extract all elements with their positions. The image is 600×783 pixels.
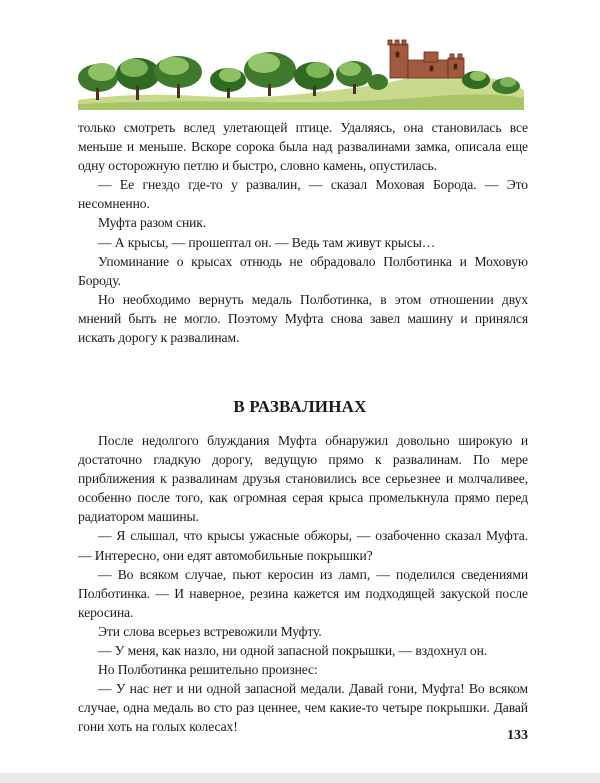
- paragraph: — У нас нет и ни одной запасной медали. Давай гони, Муфта! Во всяком случае, одна медаль во сто раз ценнее, чем какие-то четыре покрышки. Давай гони хоть на голых колесах!: [78, 681, 528, 735]
- paragraph: Но Полботинка решительно произнес:: [98, 662, 318, 678]
- paragraph: Упоминание о крысах отнюдь не обрадовало Полботинка и Моховую Бороду.: [78, 253, 528, 288]
- paragraph: — Ее гнездо где-то у развалин, — сказал Моховая Борода. — Это несомненно.: [78, 177, 528, 212]
- page-number: 133: [507, 728, 528, 743]
- paragraph: — А крысы, — прошептал он. — Ведь там живут крысы…: [98, 234, 436, 250]
- paragraph: только смотреть вслед улетающей птице. Удаляясь, она становилась все меньше и меньше. Вскоре сорока была над развалинами замка, описала еще одну осторожную петлю и быстро, словно камень, опустилась.: [78, 120, 528, 174]
- paragraph: — У меня, как назло, ни одной запасной покрышки, — вздохнул он.: [98, 643, 488, 659]
- page-bottom-edge: [0, 773, 600, 783]
- text-block-bottom: [78, 431, 528, 737]
- tree-cluster-left: [78, 56, 202, 100]
- paragraph: После недолгого блуждания Муфта обнаружил довольно широкую и достаточно гладкую дорогу, ведущую прямо к развалинам. По мере приближения к развалинам друзья становились все серьезнее и молчаливее, особенно после того, как огромная серая крыса промелькнула прямо перед радиатором машины.: [78, 433, 528, 525]
- chapter-title: В РАЗВАЛИНАХ: [233, 397, 367, 416]
- text-block-top: [78, 118, 528, 347]
- paragraph: Но необходимо вернуть медаль Полботинка, в этом отношении двух мнений быть не могло. Поэтому Муфта снова завел машину и принялся искать дорогу к развалинам.: [78, 291, 528, 346]
- castle-ruins: [388, 40, 464, 78]
- paragraph: — Я слышал, что крысы ужасные обжоры, — озабоченно сказал Муфта. — Интересно, они едят автомобильные покрышки?: [78, 528, 528, 563]
- paragraph: Муфта разом сник.: [98, 215, 207, 231]
- paragraph: Эти слова всерьез встревожили Муфту.: [98, 623, 322, 639]
- castle-landscape-illustration: [78, 30, 524, 110]
- paragraph: — Во всяком случае, пьют керосин из ламп, — поделился сведениями Полботинка. — И наверное, резина кажется им подходящей закуской после керосина.: [78, 566, 528, 620]
